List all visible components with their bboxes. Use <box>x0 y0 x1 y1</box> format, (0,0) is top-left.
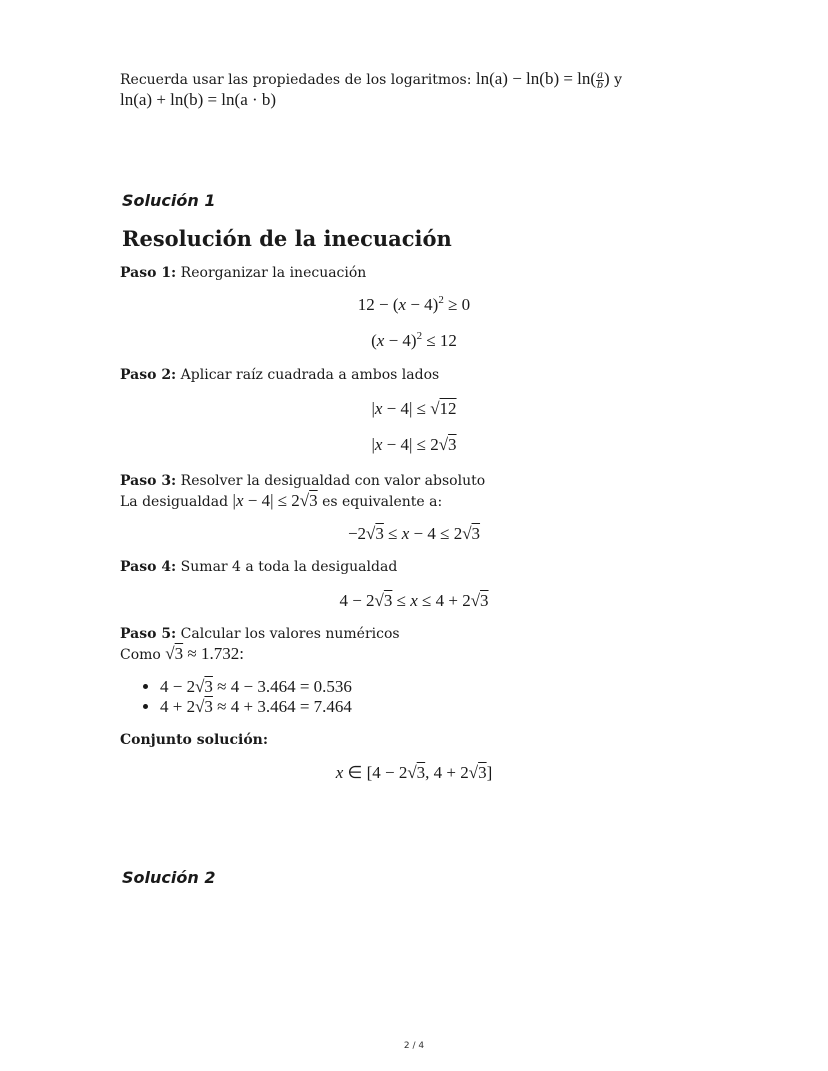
log-property-quotient-end: ) <box>604 69 610 88</box>
step-2 <box>120 365 439 385</box>
fraction-denominator: b <box>596 80 604 91</box>
step-4-text: Sumar 4 a toda la desigualdad <box>176 559 398 575</box>
intro-connector: y <box>609 72 623 88</box>
list-item: • 4 + 2√3 ≈ 4 + 3.464 = 7.464 <box>160 697 352 717</box>
fraction-a-over-b <box>596 71 604 90</box>
log-property-product: ln(a) + ln(b) = ln(a · b) <box>120 90 277 109</box>
equation-3: |x − 4| ≤ √12 <box>371 399 457 418</box>
equation-6: 4 − 2√3 ≤ x ≤ 4 + 2√3 <box>339 591 489 610</box>
step-5 <box>120 624 400 644</box>
step-5-label: Paso 5: <box>120 626 177 642</box>
solution-set-label: Conjunto solución: <box>120 732 269 748</box>
step-3-line-2-pre: La desigualdad <box>120 494 233 510</box>
log-property-quotient: ln(a) − ln(b) = ln( <box>475 69 597 88</box>
step-1 <box>120 263 366 283</box>
fraction-numerator: a <box>597 70 604 81</box>
solution-2-label: Solución 2 <box>122 868 216 887</box>
step-3-text: Resolver la desigualdad con valor absoluto <box>176 473 486 489</box>
step-3-label: Paso 3: <box>120 473 177 489</box>
intro-line-1 <box>120 69 622 90</box>
equation-5: −2√3 ≤ x − 4 ≤ 2√3 <box>347 524 481 543</box>
step-5-line-2 <box>120 644 244 665</box>
step-3-inline-math: |x − 4| ≤ 2√3 <box>232 491 318 510</box>
step-4-label: Paso 4: <box>120 559 177 575</box>
step-2-text: Aplicar raíz cuadrada a ambos lados <box>176 367 440 383</box>
step-5-text: Calcular los valores numéricos <box>176 626 400 642</box>
step-5-inline-math: √3 ≈ 1.732: <box>165 644 244 663</box>
step-3 <box>120 471 485 491</box>
step-3-line-2-post: es equivalente a: <box>317 494 443 510</box>
step-2-label: Paso 2: <box>120 367 177 383</box>
step-1-label: Paso 1: <box>120 265 177 281</box>
step-3-line-2 <box>120 491 442 512</box>
intro-text: Recuerda usar las propiedades de los logaritmos: <box>120 72 476 88</box>
solution-1-label: Solución 1 <box>122 191 216 210</box>
step-5-line-2-pre: Como <box>120 647 166 663</box>
equation-2: $(x - 4)^2 \le 12$ <box>371 330 457 350</box>
numeric-values-list <box>120 677 352 717</box>
step-4 <box>120 557 397 577</box>
section-title: Resolución de la inecuación <box>122 226 452 251</box>
list-item: • 4 − 2√3 ≈ 4 − 3.464 = 0.536 <box>160 677 352 697</box>
intro-line-2 <box>120 90 276 111</box>
equation-1: $12 - (x - 4)^2 \ge 0$ <box>357 294 471 314</box>
equation-solution-set: x ∈ [4 − 2√3, 4 + 2√3] <box>335 763 493 782</box>
page-number: 2 / 4 <box>403 1041 425 1051</box>
step-1-text: Reorganizar la inecuación <box>176 265 367 281</box>
equation-4: |x − 4| ≤ 2√3 <box>371 435 457 454</box>
